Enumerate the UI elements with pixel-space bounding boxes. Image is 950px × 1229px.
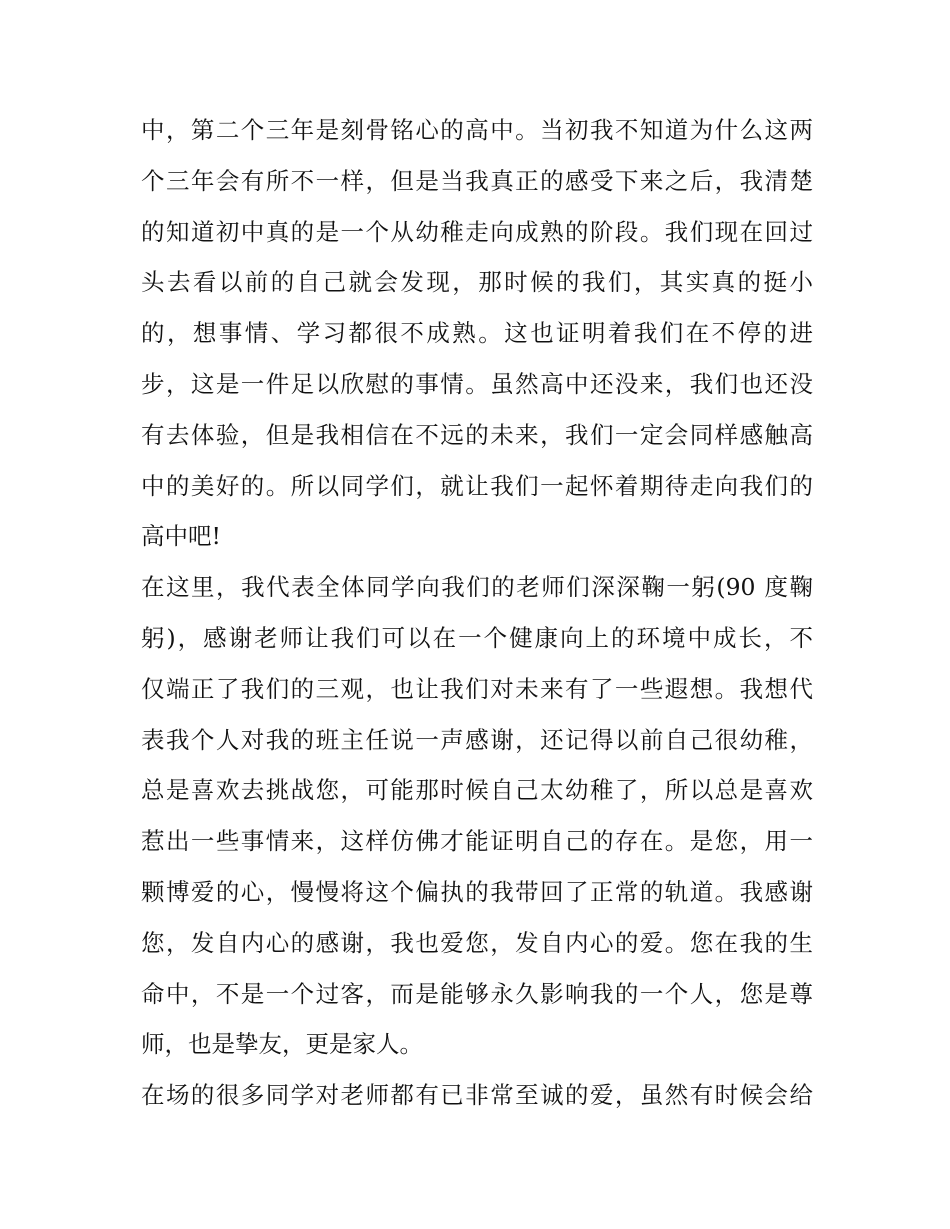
text-line: 步，这是一件足以欣慰的事情。虽然高中还没来，我们也还没: [141, 369, 813, 398]
text-line: 颗博爱的心，慢慢将这个偏执的我带回了正常的轨道。我感谢: [141, 877, 813, 906]
text-line: 仅端正了我们的三观，也让我们对未来有了一些遐想。我想代: [141, 674, 813, 703]
text-line: 表我个人对我的班主任说一声感谢，还记得以前自己很幼稚，: [141, 725, 813, 754]
text-line: 师，也是挚友，更是家人。: [141, 1030, 423, 1059]
text-line: 有去体验，但是我相信在不远的未来，我们一定会同样感触高: [141, 420, 813, 449]
text-line: 惹出一些事情来，这样仿佛才能证明自己的存在。是您，用一: [141, 827, 813, 856]
body-text: [141, 108, 813, 1124]
text-line: 中的美好的。所以同学们，就让我们一起怀着期待走向我们的: [141, 471, 813, 500]
text-line: 中，第二个三年是刻骨铭心的高中。当初我不知道为什么这两: [141, 116, 813, 144]
text-line: 在这里，我代表全体同学向我们的老师们深深鞠一躬(90 度鞠: [141, 573, 813, 602]
text-line: 总是喜欢去挑战您，可能那时候自己太幼稚了，所以总是喜欢: [141, 776, 813, 805]
text-line: 头去看以前的自己就会发现，那时候的我们，其实真的挺小: [141, 268, 813, 297]
text-line: 在场的很多同学对老师都有已非常至诚的爱，虽然有时候会给: [141, 1081, 813, 1110]
text-line: 高中吧!: [141, 522, 221, 551]
text-line: 的知道初中真的是一个从幼稚走向成熟的阶段。我们现在回过: [141, 217, 813, 246]
text-line: 您，发自内心的感谢，我也爱您，发自内心的爱。您在我的生: [141, 928, 813, 957]
text-line: 个三年会有所不一样，但是当我真正的感受下来之后，我清楚: [141, 166, 813, 195]
text-line: 命中，不是一个过客，而是能够永久影响我的一个人，您是尊: [141, 979, 813, 1008]
text-line: 的，想事情、学习都很不成熟。这也证明着我们在不停的进: [141, 319, 813, 348]
text-line: 躬)，感谢老师让我们可以在一个健康向上的环境中成长，不: [141, 623, 813, 652]
